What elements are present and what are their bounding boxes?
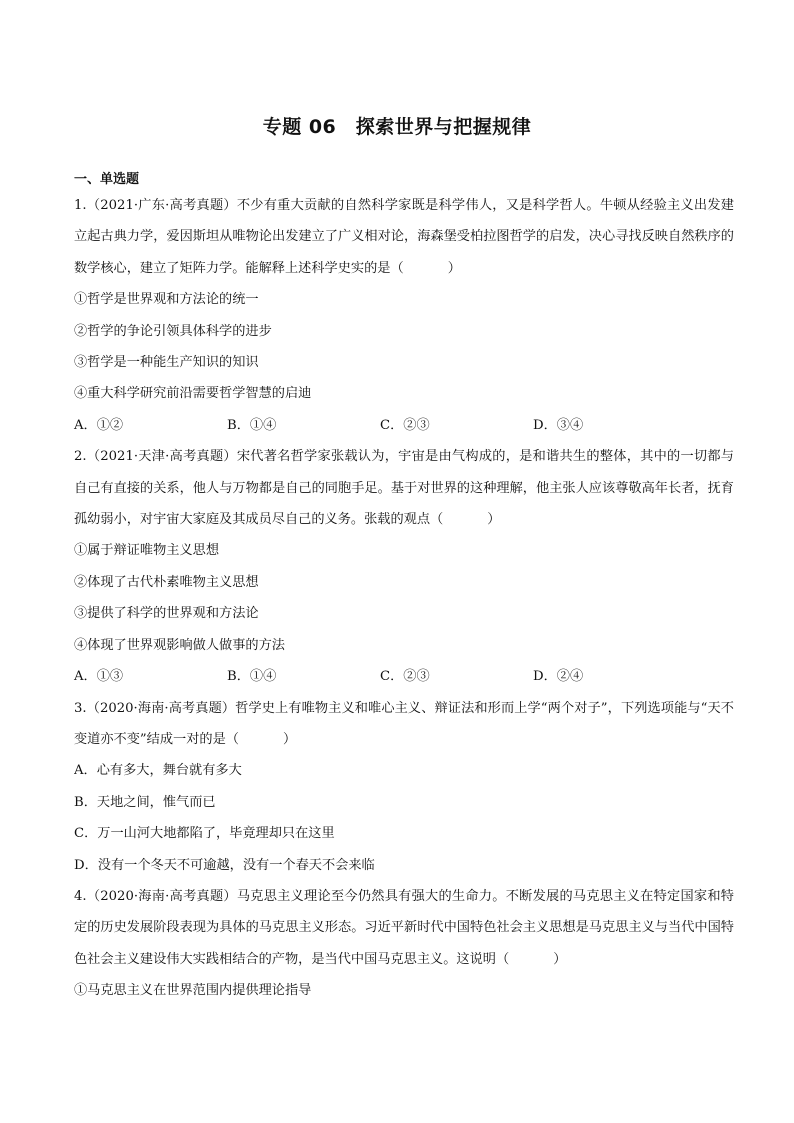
question-2 xyxy=(74,441,734,692)
option-a: A．①② xyxy=(74,417,124,433)
option-a: A．心有多大，舞台就有多大 xyxy=(74,763,242,779)
statement-item: ①哲学是世界观和方法论的统一 xyxy=(74,292,259,308)
question-stem: 3.（2020·海南·高考真题）哲学史上有唯物主义和唯心主义、辩证法和形而上学“两个对子”，下列选项能与“天不变道亦不变”结成一对的是（ ） xyxy=(74,700,734,747)
question-3 xyxy=(74,693,734,881)
answer-options xyxy=(74,410,734,441)
answer-options xyxy=(74,661,734,692)
statement-item: ③哲学是一种能生产知识的知识 xyxy=(74,355,259,371)
question-1 xyxy=(74,190,734,441)
statement-item: ②体现了古代朴素唯物主义思想 xyxy=(74,574,259,590)
option-d: D．②④ xyxy=(533,669,584,685)
statement-item: ①属于辩证唯物主义思想 xyxy=(74,543,220,559)
option-b: B．①④ xyxy=(227,417,277,433)
option-c: C．②③ xyxy=(380,417,430,433)
statement-item: ①马克思主义在世界范围内提供理论指导 xyxy=(74,983,312,999)
question-stem: 2.（2021·天津·高考真题）宋代著名哲学家张载认为，宇宙是由气构成的，是和谐共生的整体，其中的一切都与自己有直接的关系，他人与万物都是自己的同胞手足。基于对世界的这种理解，他主张人应该尊敬高年长者，抚育孤幼弱小，对宇宙大家庭及其成员尽自己的义务。张载的观点（ ） xyxy=(74,449,734,528)
option-a: A．①③ xyxy=(74,669,124,685)
option-c: C．②③ xyxy=(380,669,430,685)
question-stem: 4.（2020·海南·高考真题）马克思主义理论至今仍然具有强大的生命力。不断发展的马克思主义在特定国家和特定的历史发展阶段表现为具体的马克思主义形态。习近平新时代中国特色社会主义思想是马克思主义与当代中国特色社会主义建设伟大实践相结合的产物，是当代中国马克思主义。这说明（ ） xyxy=(74,888,734,967)
question-4 xyxy=(74,881,734,1007)
statement-item: ④重大科学研究前沿需要哲学智慧的启迪 xyxy=(74,386,312,402)
page-title: 专题 06 探索世界与把握规律 xyxy=(262,116,532,138)
option-b: B．①④ xyxy=(227,669,277,685)
question-stem: 1.（2021·广东·高考真题）不少有重大贡献的自然科学家既是科学伟人，又是科学哲人。牛顿从经验主义出发建立起古典力学，爱因斯坦从唯物论出发建立了广义相对论，海森堡受柏拉图哲学的启发，决心寻找反映自然秩序的数学核心，建立了矩阵力学。能解释上述科学史实的是（ ） xyxy=(74,198,734,276)
option-c: C．万一山河大地都陷了，毕竟理却只在这里 xyxy=(74,826,335,842)
option-d: D．③④ xyxy=(533,417,584,433)
statement-item: ③提供了科学的世界观和方法论 xyxy=(74,606,259,622)
option-d: D．没有一个冬天不可逾越，没有一个春天不会来临 xyxy=(74,857,375,873)
statement-item: ④体现了世界观影响做人做事的方法 xyxy=(74,637,285,653)
option-b: B．天地之间，惟气而已 xyxy=(74,794,216,810)
question-list xyxy=(74,190,734,1007)
statement-item: ②哲学的争论引领具体科学的进步 xyxy=(74,323,272,339)
section-heading: 一、单选题 xyxy=(74,172,140,187)
